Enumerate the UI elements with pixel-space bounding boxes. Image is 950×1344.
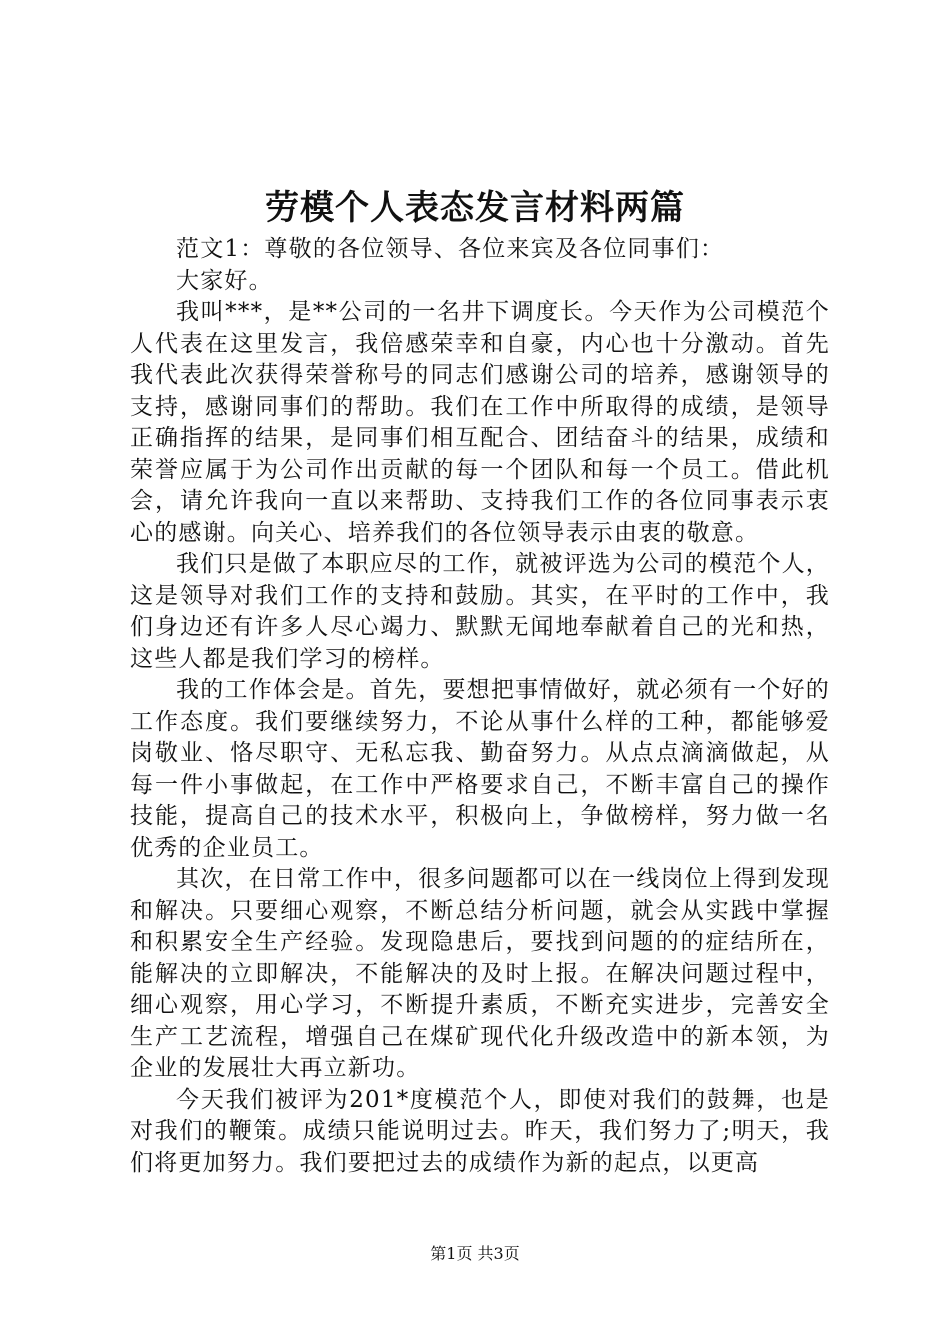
- body-paragraph: 今天我们被评为201*度模范个人，即使对我们的鼓舞，也是对我们的鞭策。成绩只能说明过去。昨天，我们努力了;明天，我们将更加努力。我们要把过去的成绩作为新的起点，以更高: [130, 1086, 830, 1176]
- body-paragraph: 其次，在日常工作中，很多问题都可以在一线岗位上得到发现和解决。只要细心观察，不断总结分析问题，就会从实践中掌握和积累安全生产经验。发现隐患后，要找到问题的的症结所在，能解决的立即解决，不能解决的及时上报。在解决问题过程中，细心观察，用心学习，不断提升素质，不断充实进步，完善安全生产工艺流程，增强自己在煤矿现代化升级改造中的新本领，为企业的发展壮大再立新功。: [130, 866, 830, 1081]
- body-paragraph: 我叫***，是**公司的一名井下调度长。今天作为公司模范个人代表在这里发言，我倍感荣幸和自豪，内心也十分激动。首先我代表此次获得荣誉称号的同志们感谢公司的培养，感谢领导的支持，感谢同事们的帮助。我们在工作中所取得的成绩，是领导正确指挥的结果，是同事们相互配合、团结奋斗的结果，成绩和荣誉应属于为公司作出贡献的每一个团队和每一个员工。借此机会，请允许我向一直以来帮助、支持我们工作的各位同事表示衷心的感谢。向关心、培养我们的各位领导表示由衷的敬意。: [130, 299, 830, 546]
- body-paragraph: 我们只是做了本职应尽的工作，就被评选为公司的模范个人，这是领导对我们工作的支持和鼓励。其实，在平时的工作中，我们身边还有许多人尽心竭力、默默无闻地奉献着自己的光和热，这些人都是我们学习的榜样。: [130, 551, 830, 672]
- salutation-paragraph: 范文1：尊敬的各位领导、各位来宾及各位同事们：: [176, 236, 725, 262]
- greeting-paragraph: 大家好。: [176, 267, 273, 294]
- body-paragraph: 我的工作体会是。首先，要想把事情做好，就必须有一个好的工作态度。我们要继续努力，不论从事什么样的工种，都能够爱岗敬业、恪尽职守、无私忘我、勤奋努力。从点点滴滴做起，从每一件小事做起，在工作中严格要求自己，不断丰富自己的操作技能，提高自己的技术水平，积极向上，争做榜样，努力做一名优秀的企业员工。: [130, 677, 830, 861]
- document-title: 劳模个人表态发言材料两篇: [265, 188, 685, 228]
- document-body: [130, 234, 830, 1179]
- page-number-footer: 第1页 共3页: [430, 1244, 520, 1263]
